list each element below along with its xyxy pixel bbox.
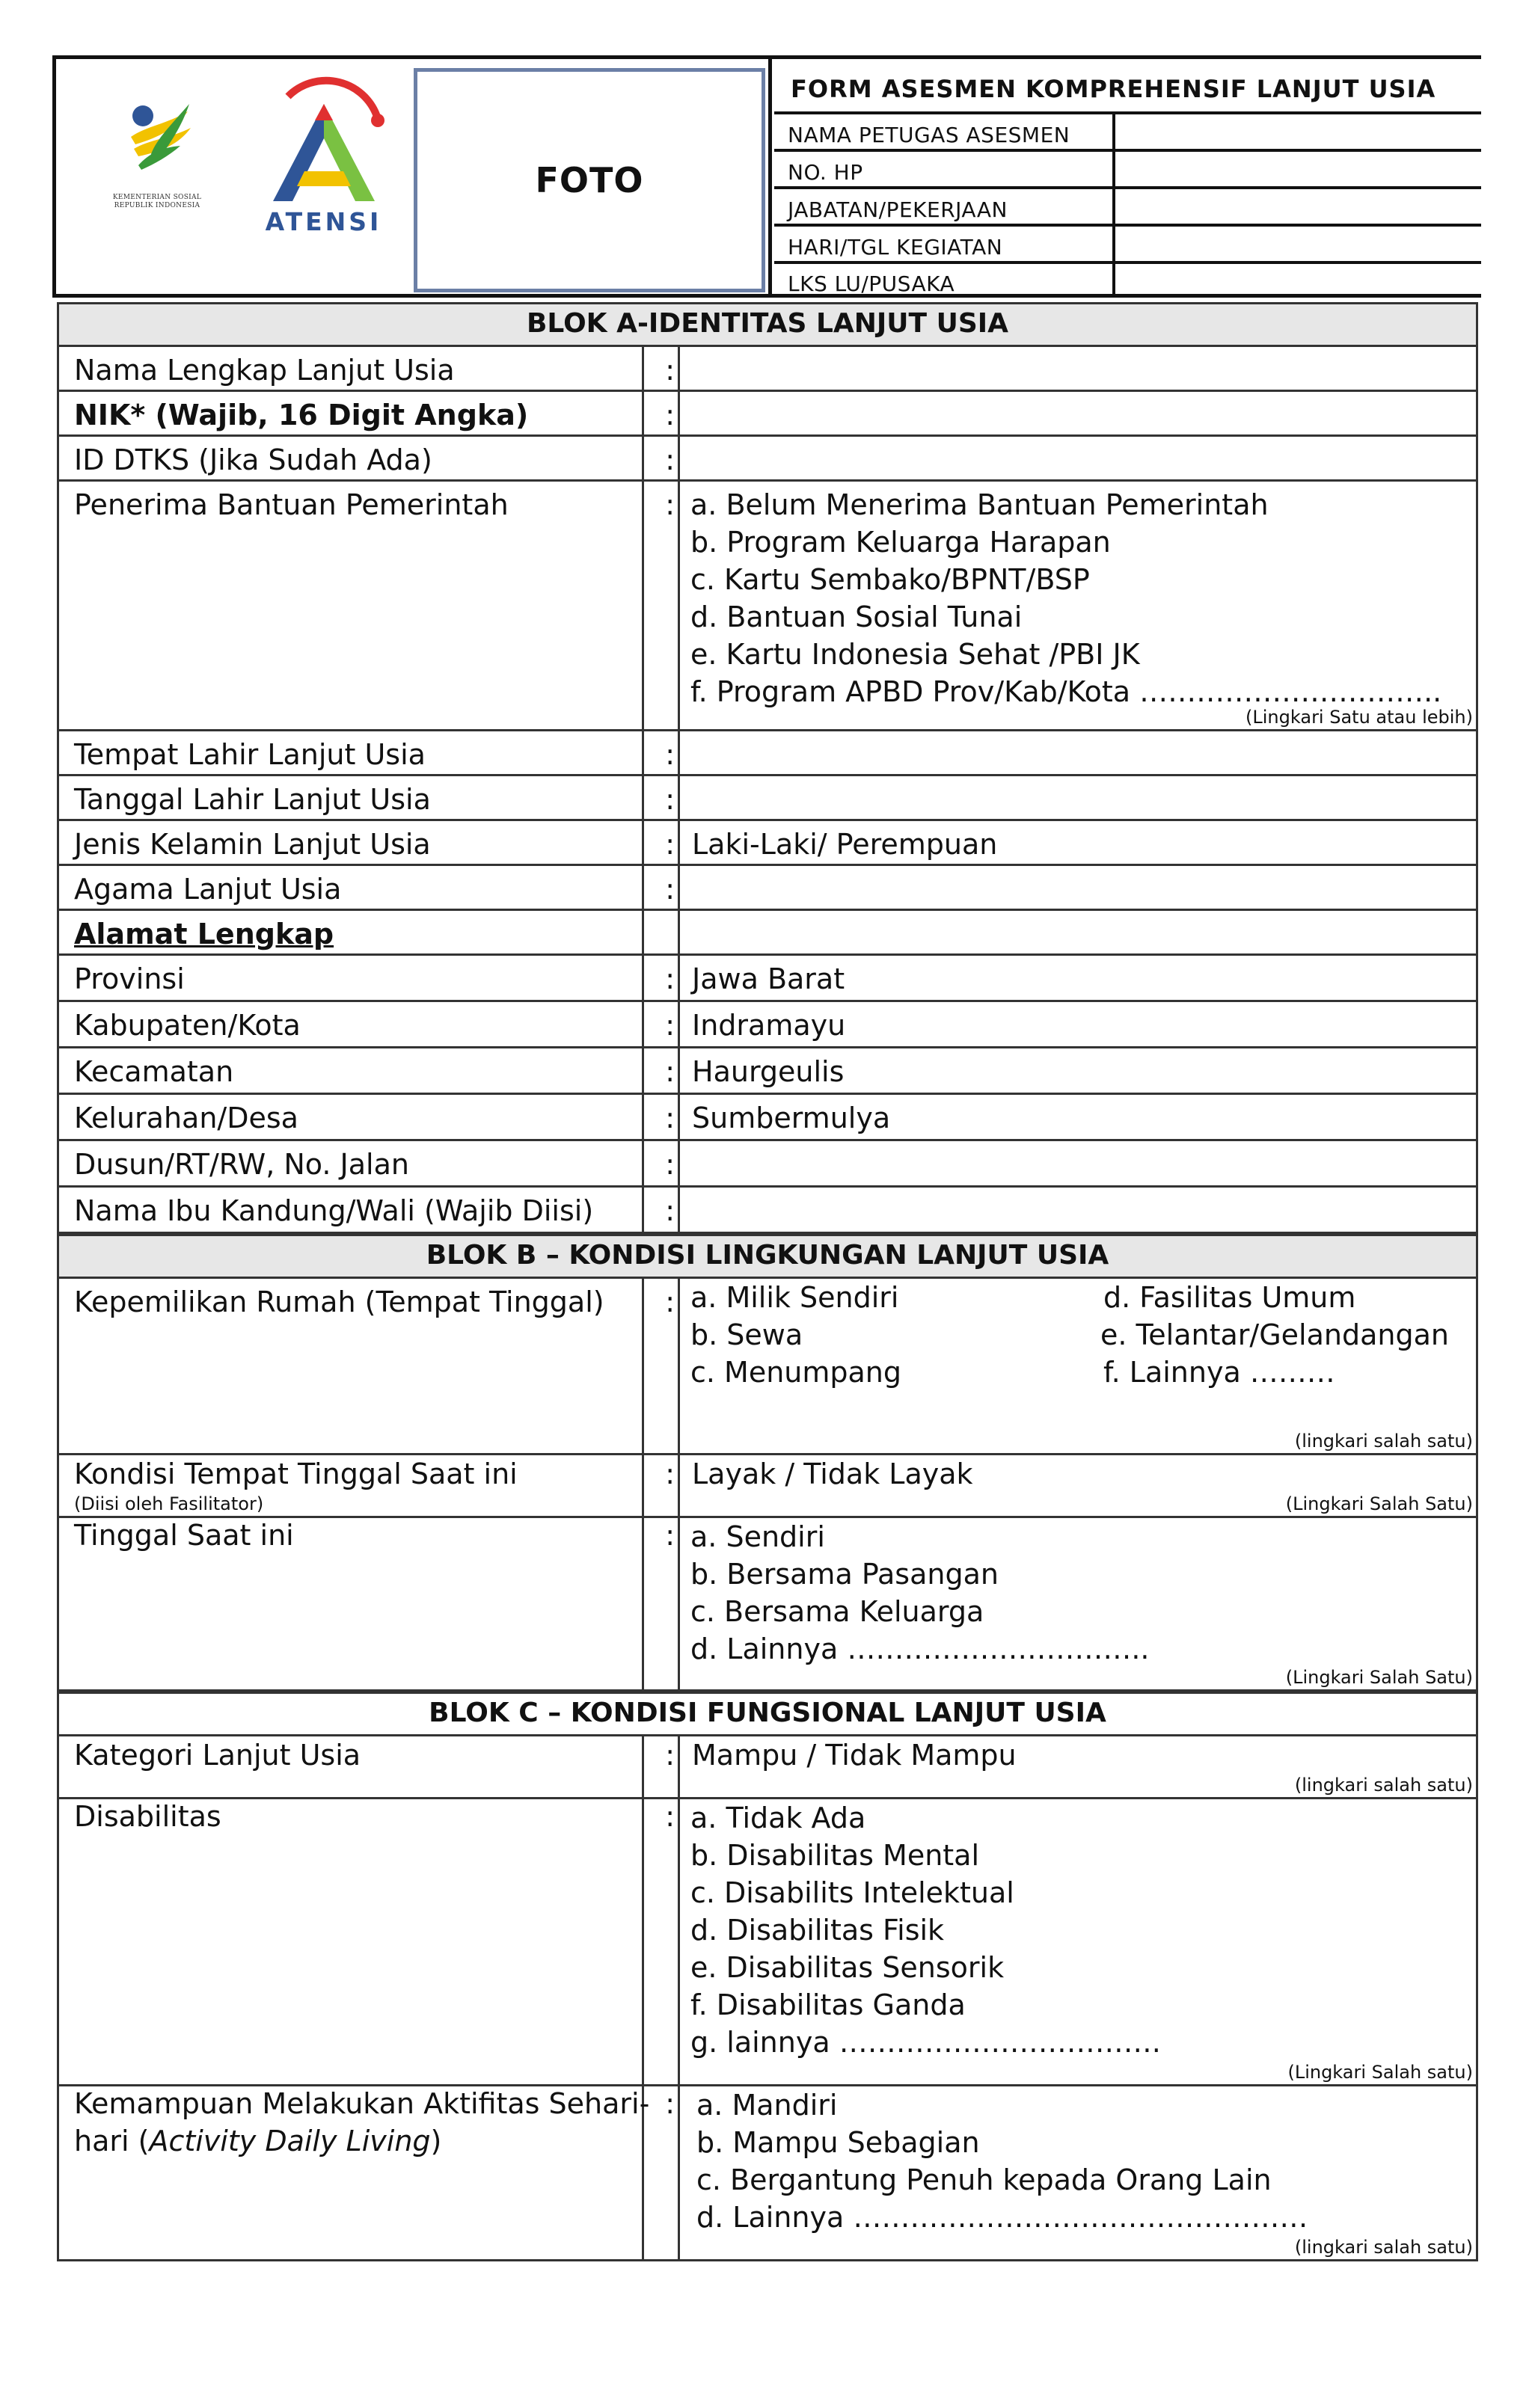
option-disabilitas[interactable]: e. Disabilitas Sensorik [690,1951,1005,1984]
row-agama [57,866,1478,911]
label-kabupaten: Kabupaten/Kota [74,1009,301,1042]
blok-a-title: BLOK A-IDENTITAS LANJUT USIA [57,302,1478,347]
row-nama-lengkap [57,347,1478,392]
colon: : [665,2087,675,2120]
row-adl [57,2086,1478,2261]
options-adl [680,2086,1476,2259]
row-kategori [57,1736,1478,1799]
row-nik [57,392,1478,437]
option-tinggal[interactable]: c. Bersama Keluarga [690,1595,984,1628]
header-field-row [774,189,1481,227]
options-penerima-bantuan [680,482,1476,729]
label-disabilitas: Disabilitas [74,1800,221,1833]
label-kategori: Kategori Lanjut Usia [74,1739,361,1772]
option-bantuan[interactable]: f. Program APBD Prov/Kab/Kota ………………………….. [690,675,1442,708]
option-disabilitas[interactable]: a. Tidak Ada [690,1802,866,1834]
option-kepemilikan[interactable]: c. Menumpang [690,1356,902,1389]
blok-b-title: BLOK B – KONDISI LINGKUNGAN LANJUT USIA [57,1234,1478,1279]
option-bantuan[interactable]: c. Kartu Sembako/BPNT/BSP [690,563,1090,596]
label-penerima-bantuan: Penerima Bantuan Pemerintah [74,488,509,521]
header-field-row [774,264,1481,298]
label-provinsi: Provinsi [74,962,185,995]
row-kelurahan [57,1095,1478,1141]
header-field-row [774,114,1481,152]
options-disabilitas [680,1799,1476,2084]
colon: : [665,1458,675,1490]
colon: : [665,354,675,387]
row-jenis-kelamin [57,821,1478,866]
row-nama-ibu [57,1188,1478,1234]
value-kategori[interactable]: Mampu / Tidak Mampu [692,1739,1017,1772]
option-adl[interactable]: b. Mampu Sebagian [696,2126,980,2159]
value-provinsi[interactable]: Jawa Barat [692,962,845,995]
value-kabupaten[interactable]: Indramayu [692,1009,846,1042]
colon: : [665,962,675,995]
label-tanggal-lahir: Tanggal Lahir Lanjut Usia [74,783,431,816]
option-disabilitas[interactable]: f. Disabilitas Ganda [690,1988,966,2021]
option-disabilitas[interactable]: d. Disabilitas Fisik [690,1914,945,1947]
kemensos-logo [94,82,221,254]
label-kecamatan: Kecamatan [74,1055,234,1088]
value-kelurahan[interactable]: Sumbermulya [692,1102,891,1134]
note-adl: (lingkari salah satu) [1294,2237,1473,2258]
option-disabilitas[interactable]: b. Disabilitas Mental [690,1839,980,1872]
colon: : [665,1055,675,1088]
colon: : [665,738,675,771]
colon: : [665,1148,675,1181]
row-alamat-lengkap [57,911,1478,956]
option-tinggal[interactable]: d. Lainnya ………………………….. [690,1633,1150,1665]
row-provinsi [57,956,1478,1002]
colon: : [665,1739,675,1772]
atensi-logo [258,74,389,261]
form-title: FORM ASESMEN KOMPREHENSIF LANJUT USIA [774,67,1481,114]
row-tanggal-lahir [57,776,1478,821]
input-nama-lengkap[interactable] [680,347,1476,390]
note-kategori: (lingkari salah satu) [1294,1775,1473,1796]
label-adl-line2 [74,2124,441,2158]
colon: : [665,1194,675,1227]
header-divider [768,59,772,294]
label-kepemilikan: Kepemilikan Rumah (Tempat Tinggal) [74,1286,604,1318]
input-dusun[interactable] [680,1141,1476,1185]
label-tempat-lahir: Tempat Lahir Lanjut Usia [74,738,426,771]
label-kondisi-tempat: Kondisi Tempat Tinggal Saat ini [74,1458,518,1490]
colon: : [665,1009,675,1042]
header-field-label: JABATAN/PEKERJAAN [774,189,1115,224]
header-field-label: HARI/TGL KEGIATAN [774,227,1115,261]
option-kepemilikan[interactable]: b. Sewa [690,1318,803,1351]
options-tinggal [680,1518,1476,1689]
input-tanggal-lahir[interactable] [680,776,1476,819]
colon: : [665,443,675,476]
row-kondisi-tempat [57,1455,1478,1518]
option-tinggal[interactable]: a. Sendiri [690,1520,825,1553]
row-penerima-bantuan [57,482,1478,731]
note-disabilitas: (Lingkari Salah satu) [1287,2062,1473,2083]
header-field-row [774,152,1481,189]
label-nama-lengkap: Nama Lengkap Lanjut Usia [74,354,455,387]
note-bantuan: (Lingkari Satu atau lebih) [1245,707,1473,728]
colon: : [665,399,675,431]
note-kepemilikan: (lingkari salah satu) [1294,1431,1473,1452]
option-kepemilikan[interactable]: d. Fasilitas Umum [1103,1281,1356,1314]
atensi-emblem-icon [258,74,389,209]
atensi-text: ATENSI [265,207,382,236]
row-kecamatan [57,1048,1478,1095]
option-bantuan[interactable]: b. Program Keluarga Harapan [690,526,1111,559]
form-header [52,55,1481,298]
note-tinggal: (Lingkari Salah Satu) [1285,1667,1473,1688]
photo-box [414,68,765,292]
option-adl[interactable]: d. Lainnya ………………………………………… [696,2201,1308,2234]
note-kondisi-tempat: (Lingkari Salah Satu) [1285,1493,1473,1514]
input-agama[interactable] [680,866,1476,909]
sub-kondisi-tempat: (Diisi oleh Fasilitator) [74,1493,264,1514]
input-tempat-lahir[interactable] [680,731,1476,774]
label-id-dtks: ID DTKS (Jika Sudah Ada) [74,443,432,476]
photo-label: FOTO [535,160,644,200]
colon: : [665,873,675,906]
kemensos-text-2: REPUBLIK INDONESIA [114,202,200,209]
row-id-dtks [57,437,1478,482]
option-kepemilikan[interactable]: e. Telantar/Gelandangan [1100,1318,1449,1351]
kemensos-emblem-icon [116,82,198,194]
option-bantuan[interactable]: a. Belum Menerima Bantuan Pemerintah [690,488,1269,521]
value-kecamatan[interactable]: Haurgeulis [692,1055,845,1088]
colon: : [665,1800,675,1833]
logo-area [56,59,408,294]
option-adl[interactable]: a. Mandiri [696,2089,838,2122]
label-nama-ibu: Nama Ibu Kandung/Wali (Wajib Diisi) [74,1194,594,1227]
adl-suffix: ) [430,2125,442,2157]
label-dusun: Dusun/RT/RW, No. Jalan [74,1148,409,1181]
option-tinggal[interactable]: b. Bersama Pasangan [690,1558,999,1591]
option-disabilitas[interactable]: c. Disabilits Intelektual [690,1876,1014,1909]
header-field-label: NAMA PETUGAS ASESMEN [774,114,1115,149]
label-alamat-lengkap: Alamat Lengkap [74,918,334,950]
header-field-label: NO. HP [774,152,1115,186]
value-jenis-kelamin[interactable]: Laki-Laki/ Perempuan [692,828,998,861]
blok-c-title: BLOK C – KONDISI FUNGSIONAL LANJUT USIA [57,1692,1478,1736]
colon: : [665,1286,675,1318]
colon: : [665,828,675,861]
option-disabilitas[interactable]: g. lainnya ……………………………. [690,2026,1161,2059]
option-kepemilikan[interactable]: f. Lainnya ……… [1103,1356,1335,1389]
colon: : [665,1519,675,1552]
header-field-label: LKS LU/PUSAKA [774,264,1115,298]
options-kepemilikan [680,1279,1476,1453]
adl-italic: Activity Daily Living [149,2125,431,2157]
colon: : [665,783,675,816]
header-field-row [774,227,1481,264]
option-bantuan[interactable]: e. Kartu Indonesia Sehat /PBI JK [690,638,1140,671]
row-tempat-lahir [57,731,1478,776]
row-kabupaten [57,1002,1478,1048]
option-adl[interactable]: c. Bergantung Penuh kepada Orang Lain [696,2163,1272,2196]
row-tinggal-saat-ini [57,1518,1478,1692]
adl-prefix: hari ( [74,2125,150,2157]
input-nama-ibu[interactable] [680,1188,1476,1232]
colon: : [665,1102,675,1134]
label-kelurahan: Kelurahan/Desa [74,1102,298,1134]
row-kepemilikan [57,1279,1478,1455]
option-kepemilikan[interactable]: a. Milik Sendiri [690,1281,899,1314]
label-tinggal-saat-ini: Tinggal Saat ini [74,1519,294,1552]
kemensos-text-1: KEMENTERIAN SOSIAL [112,194,202,201]
option-bantuan[interactable]: d. Bantuan Sosial Tunai [690,601,1023,633]
row-disabilitas [57,1799,1478,2086]
label-adl-line1: Kemampuan Melakukan Aktifitas Sehari- [74,2087,650,2120]
label-nik: NIK* (Wajib, 16 Digit Angka) [74,399,529,431]
input-nik[interactable] [680,392,1476,434]
value-kondisi-tempat[interactable]: Layak / Tidak Layak [692,1458,973,1490]
colon: : [665,488,675,521]
label-agama: Agama Lanjut Usia [74,873,342,906]
row-dusun [57,1141,1478,1188]
label-jenis-kelamin: Jenis Kelamin Lanjut Usia [74,828,431,861]
input-id-dtks[interactable] [680,437,1476,479]
